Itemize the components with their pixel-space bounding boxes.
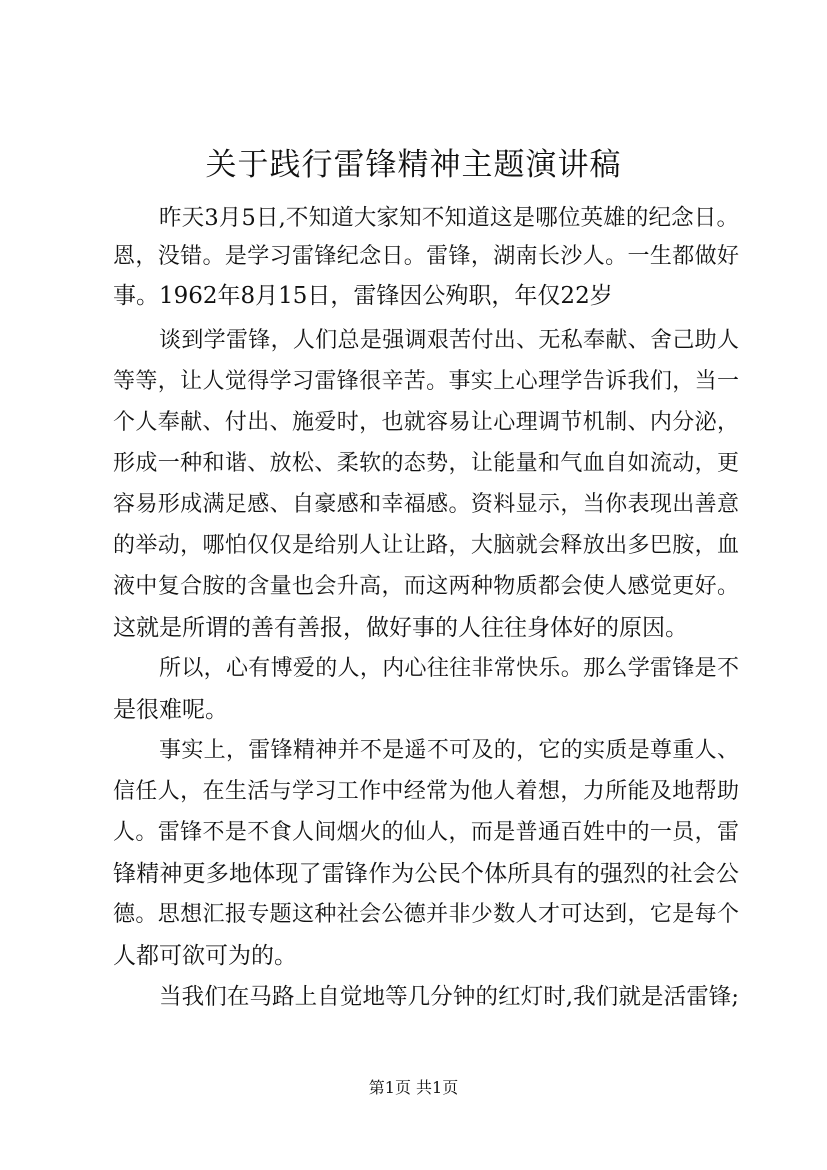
text-line: 谈到学雷锋，人们总是强调艰苦付出、无私奉献、舍己助人: [159, 328, 739, 353]
text-line: 信任人，在生活与学习工作中经常为他人着想，力所能及地帮助: [113, 779, 739, 804]
text-line: 形成一种和谐、放松、柔软的态势，让能量和气血自如流动，更: [113, 451, 739, 476]
text-line: 事。1962年8月15日，雷锋因公殉职，年仅22岁: [113, 283, 613, 309]
text-line: 等等，让人觉得学习雷锋很辛苦。事实上心理学告诉我们，当一: [113, 369, 739, 394]
page-number-footer: 第1页 共1页: [368, 1078, 459, 1097]
text-line: 个人奉献、付出、施爱时，也就容易让心理调节机制、内分泌，: [113, 410, 739, 435]
text-line: 锋精神更多地体现了雷锋作为公民个体所具有的强烈的社会公: [113, 861, 739, 887]
text-line: 事实上，雷锋精神并不是遥不可及的，它的实质是尊重人、: [159, 738, 739, 763]
text-line: 人都可欲可为的。: [113, 943, 297, 969]
text-line: 当我们在马路上自觉地等几分钟的红灯时,我们就是活雷锋;: [159, 984, 739, 1010]
text-line: 是很难呢。: [113, 697, 228, 723]
text-line: 昨天3月5日,不知道大家知不知道这是哪位英雄的纪念日。: [159, 205, 739, 231]
text-line: 的举动，哪怕仅仅是给别人让让路，大脑就会释放出多巴胺，血: [113, 533, 739, 558]
text-line: 容易形成满足感、自豪感和幸福感。资料显示，当你表现出善意: [113, 492, 739, 517]
text-line: 这就是所谓的善有善报，做好事的人往往身体好的原因。: [113, 615, 688, 641]
document-title: 关于践行雷锋精神主题演讲稿: [205, 147, 622, 183]
text-line: 恩，没错。是学习雷锋纪念日。雷锋，湖南长沙人。一生都做好: [113, 244, 739, 269]
text-line: 人。雷锋不是不食人间烟火的仙人，而是普通百姓中的一员，雷: [113, 820, 739, 845]
text-line: 德。思想汇报专题这种社会公德并非少数人才可达到，它是每个: [113, 902, 739, 927]
text-line: 液中复合胺的含量也会升高，而这两种物质都会使人感觉更好。: [113, 574, 739, 599]
text-line: 所以，心有博爱的人，内心往往非常快乐。那么学雷锋是不: [159, 656, 739, 681]
